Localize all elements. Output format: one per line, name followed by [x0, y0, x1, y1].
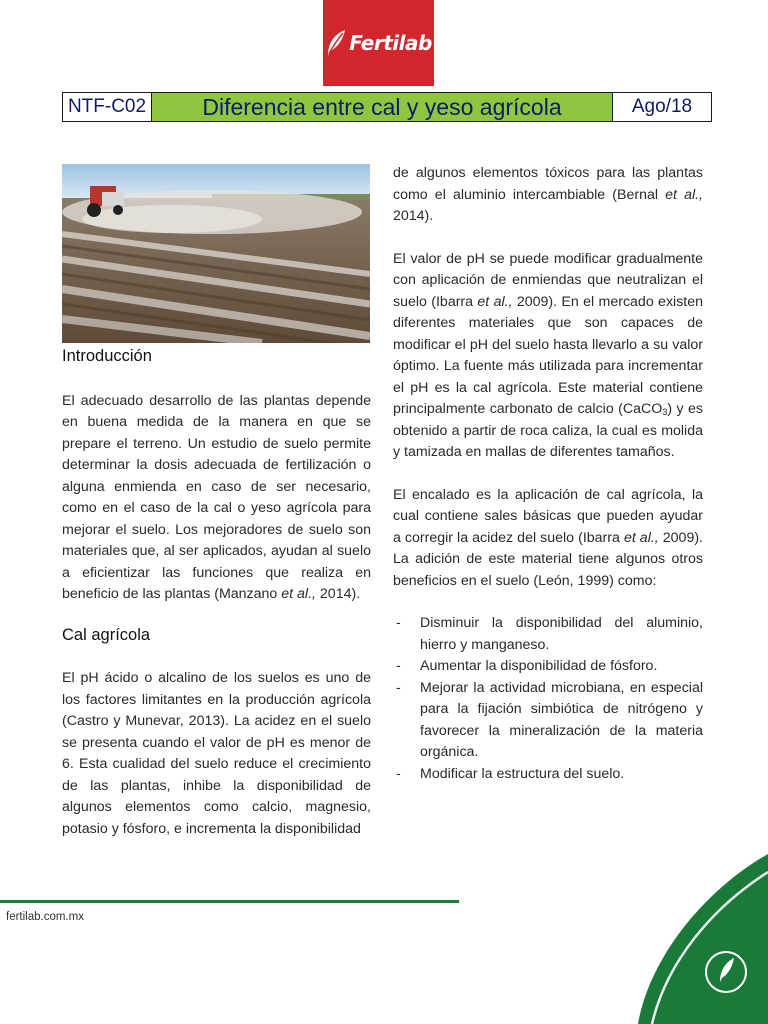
list-item: - Aumentar la disponibilidad de fósforo.: [396, 658, 658, 674]
field-liming-photo: [62, 164, 370, 343]
liming-paragraph: El encalado es la aplicación de cal agrícola, la cual contiene sales básicas que pueden ayudar a corregir la acidez del suelo (Ibarra et al., 2009). La adición de este material tiene algunos otros beneficios en el suelo (León, 1999) como:: [393, 486, 703, 589]
cal-paragraph: El pH ácido o alcalino de los suelos es uno de los factores limitantes en la producción agrícola (Castro y Munevar, 2013). La acidez en el suelo se presenta cuando el valor de pH es menor de 6. Esta cualidad del suelo reduce el crecimiento de las plantas, inhibe la disponibilidad de algunos elementos como calcio, magnesio, potasio y fósforo, e incrementa la disponibilidad: [62, 670, 371, 837]
list-item: - Mejorar la actividad microbiana, en especial para la fijación simbiótica de nitrógeno y favorecer la mineralización de la materia orgánica.: [396, 679, 703, 760]
footer-website: fertilab.com.mx: [6, 911, 84, 923]
document-header: [62, 92, 712, 122]
logo-text: Fertilab: [349, 31, 432, 55]
ph-modification-paragraph: El valor de pH se puede modificar gradualmente con aplicación de enmiendas que neutralizan el suelo (Ibarra et al., 2009). En el mercado existen diferentes materiales que son capaces de modificar el pH del suelo hasta llevarlo a su valor óptimo. La fuente más utilizada para incrementar el pH es la cal agrícola. Este material contiene principalmente carbonato de calcio (CaCO$_3$) y es obtenido a partir de roca caliza, la cual es molida y tamizada en mallas de diferentes tamaños.: [393, 250, 704, 460]
footer-divider: [0, 900, 459, 903]
intro-heading: Introducción: [62, 347, 152, 365]
left-column: [62, 346, 371, 861]
cal-heading: Cal agrícola: [62, 625, 151, 644]
benefits-list: [393, 613, 703, 785]
corner-seal-decoration: [638, 854, 768, 1024]
list-item: - Disminuir la disponibilidad del aluminio, hierro y manganeso.: [396, 615, 703, 653]
document-title: Diferencia entre cal y yeso agrícola: [152, 93, 613, 121]
document-code: NTF-C02: [63, 93, 152, 121]
leaf-icon: [325, 28, 347, 58]
list-item: - Modificar la estructura del suelo.: [396, 765, 625, 782]
right-column: [393, 163, 703, 785]
intro-paragraph: El adecuado desarrollo de las plantas depende en buena medida de la manera en que se prepare el terreno. Un estudio de suelo permite determinar la dosis adecuada de fertilización o alguna enmienda en caso de ser necesario, como en el caso de la cal o yeso agrícola para mejorar el suelo. Los mejoradores de suelo son materiales que, al ser aplicados, ayudan al suelo a eficientizar las funciones que realiza en beneficio de las plantas (Manzano et al., 2014).: [62, 392, 371, 602]
toxic-elements-paragraph: de algunos elementos tóxicos para las plantas como el aluminio intercambiable (Bernal et al., 2014).: [393, 165, 703, 224]
fertilab-logo: [323, 0, 434, 86]
document-date: Ago/18: [613, 93, 711, 121]
